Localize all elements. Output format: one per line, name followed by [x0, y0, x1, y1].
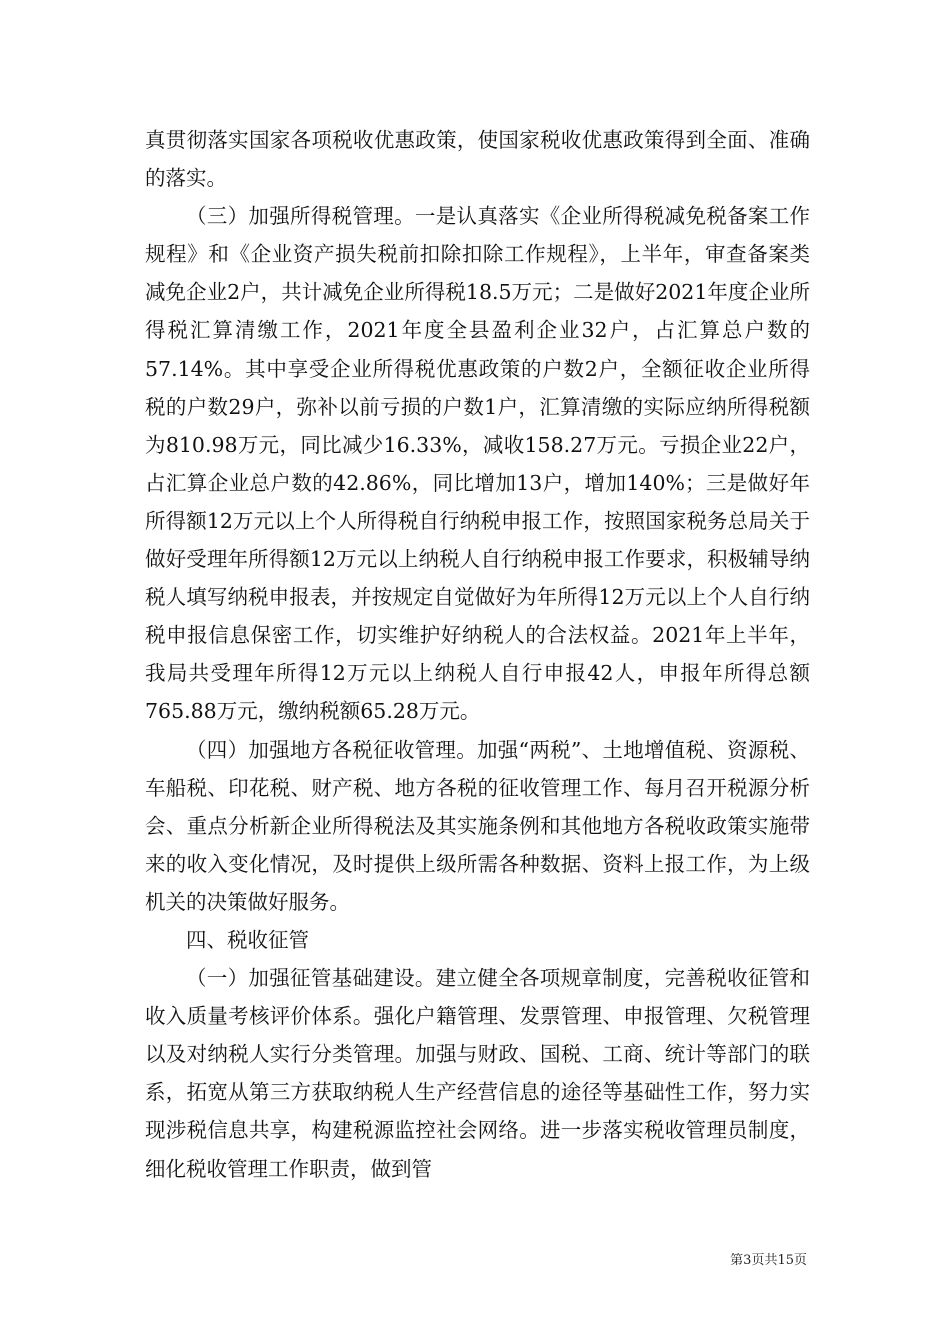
paragraph-continuation: 真贯彻落实国家各项税收优惠政策，使国家税收优惠政策得到全面、准确的落实。	[145, 128, 810, 191]
section-heading-tax-collection: 四、税收征管	[186, 927, 309, 952]
page-number-footer: 第3页共15页	[730, 1253, 807, 1268]
document-body	[145, 121, 810, 1188]
paragraph-local-tax-management: （四）加强地方各税征收管理。加强“两税”、土地增值税、资源税、车船税、印花税、财产税、地方各税的征收管理工作、每月召开税源分析会、重点分析新企业所得税法及其实施条例和其他地方各税收政策实施带来的收入变化情况，及时提供上级所需各种数据、资料上报工作，为上级机关的决策做好服务。	[145, 737, 810, 914]
paragraph-collection-basics: （一）加强征管基础建设。建立健全各项规章制度，完善税收征管和收入质量考核评价体系。强化户籍管理、发票管理、申报管理、欠税管理以及对纳税人实行分类管理。加强与财政、国税、工商、统计等部门的联系，拓宽从第三方获取纳税人生产经营信息的途径等基础性工作，努力实现涉税信息共享，构建税源监控社会网络。进一步落实税收管理员制度，细化税收管理工作职责，做到管	[145, 966, 810, 1181]
paragraph-income-tax-management: （三）加强所得税管理。一是认真落实《企业所得税减免税备案工作规程》和《企业资产损失税前扣除扣除工作规程》，上半年，审查备案类减免企业2户，共计减免企业所得税18.5万元；二是做好2021年度企业所得税汇算清缴工作，2021年度全县盈利企业32户，占汇算总户数的57.14%。其中享受企业所得税优惠政策的户数2户，全额征收企业所得税的户数29户，弥补以前亏损的户数1户，汇算清缴的实际应纳所得税额为810.98万元，同比减少16.33%，减收158.27万元。亏损企业22户，占汇算企业总户数的42.86%，同比增加13户，增加140%；三是做好年所得额12万元以上个人所得税自行纳税申报工作，按照国家税务总局关于做好受理年所得额12万元以上纳税人自行纳税申报工作要求，积极辅导纳税人填写纳税申报表，并按规定自觉做好为年所得12万元以上个人自行纳税申报信息保密工作，切实维护好纳税人的合法权益。2021年上半年，我局共受理年所得12万元以上纳税人自行申报42人，申报年所得总额765.88万元，缴纳税额65.28万元。	[145, 204, 810, 724]
